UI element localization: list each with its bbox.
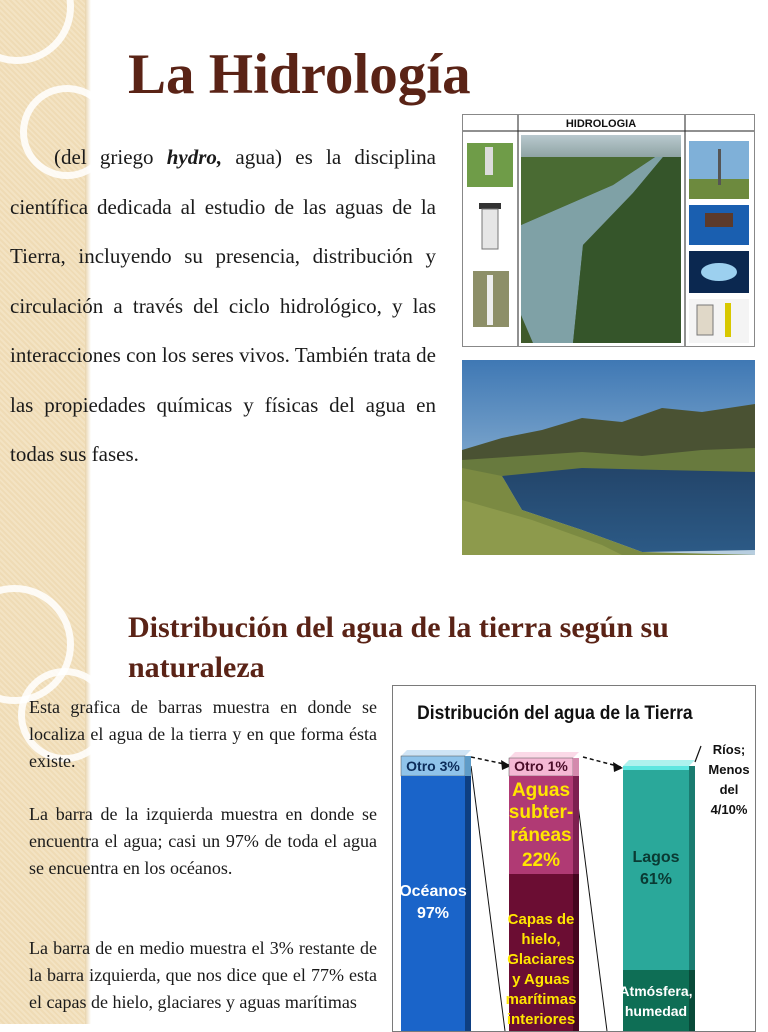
label-oceanos-pct: 97% [416, 905, 450, 922]
intro-text-before: (del griego [54, 145, 167, 169]
connector-line [471, 766, 505, 1031]
paragraph-3: La barra de en medio muestra el 3% restante de la barra izquierda, que nos dice que el 77% esta el capas de hielo, glaciares y aguas marítimas [29, 938, 377, 1012]
bar-otro-1-side [573, 758, 579, 776]
label-capas-6: interiores [506, 1011, 576, 1028]
hydrology-instruments-graphic [463, 115, 754, 346]
bar-oceanos [401, 776, 465, 1031]
arrow-head [613, 762, 623, 772]
label-capas-4: y Aguas [512, 971, 570, 988]
bar-otro-3-top [401, 750, 471, 756]
lake-landscape-image [462, 360, 755, 555]
bar-aguas-side [573, 776, 579, 874]
label-lagos-pct: 61% [639, 871, 673, 888]
page-title: La Hidrología [128, 43, 471, 106]
label-rios-2: Menos [708, 762, 750, 777]
chart-title: Distribución del agua de la Tierra [417, 701, 693, 724]
bar-oceanos-side [465, 776, 471, 1031]
label-aguas-1: Aguas [511, 780, 571, 801]
label-rios-1: Ríos; [712, 742, 746, 757]
label-aguas-2: subter- [508, 802, 574, 823]
label-aguas-3: ráneas [510, 825, 572, 846]
water-distribution-chart-svg [393, 686, 755, 1031]
bar-otro-3-side [465, 756, 471, 776]
bar-lagos-side [689, 766, 695, 970]
label-capas-5: marítimas [505, 991, 577, 1008]
label-capas-1: Capas de [507, 911, 575, 928]
label-lagos: Lagos [632, 849, 680, 866]
paragraph-1: Esta grafica de barras muestra en donde se localiza el agua de la tierra y en que forma ésta existe. [29, 697, 377, 771]
label-otro-3: Otro 3% [406, 758, 460, 774]
hydrology-instruments-image [462, 114, 755, 347]
intro-paragraph [10, 133, 436, 480]
label-atmosfera-1: Atmósfera, [619, 983, 693, 999]
water-distribution-chart [392, 685, 756, 1032]
section-title: Distribución del agua de la tierra según su naturaleza [128, 611, 669, 684]
bar-atmosfera [623, 970, 689, 1031]
label-rios-3: del [719, 782, 739, 797]
label-capas-3: Glaciares [507, 951, 575, 968]
label-rios-4: 4/10% [710, 802, 748, 817]
label-oceanos: Océanos [399, 883, 467, 900]
bar-rios-top [623, 760, 695, 766]
intro-text-after: agua) es la disciplina científica dedicada al estudio de las aguas de la Tierra, incluyendo su presencia, distribución y circulación a través del ciclo hidrológico, y las interacciones con los seres vivos. También trata de las propiedades químicas y físicas del agua en todas sus fases. [10, 145, 437, 466]
paragraph-2: La barra de la izquierda muestra en donde se encuentra el agua; casi un 97% de toda el agua se encuentra en los océanos. [29, 804, 377, 878]
label-atmosfera-2: humedad [624, 1003, 688, 1019]
hydrology-panel-header: HIDROLOGIA [565, 118, 637, 130]
label-otro-1: Otro 1% [514, 758, 568, 774]
bar-atmosfera-side [689, 970, 695, 1031]
rios-pointer [695, 746, 701, 762]
label-capas-2: hielo, [521, 931, 561, 948]
bar-rios [623, 766, 689, 770]
label-aguas-pct: 22% [521, 850, 561, 871]
bar-lagos [623, 770, 689, 970]
intro-emphasis: hydro, [166, 145, 223, 169]
lake-landscape-graphic [462, 360, 755, 555]
